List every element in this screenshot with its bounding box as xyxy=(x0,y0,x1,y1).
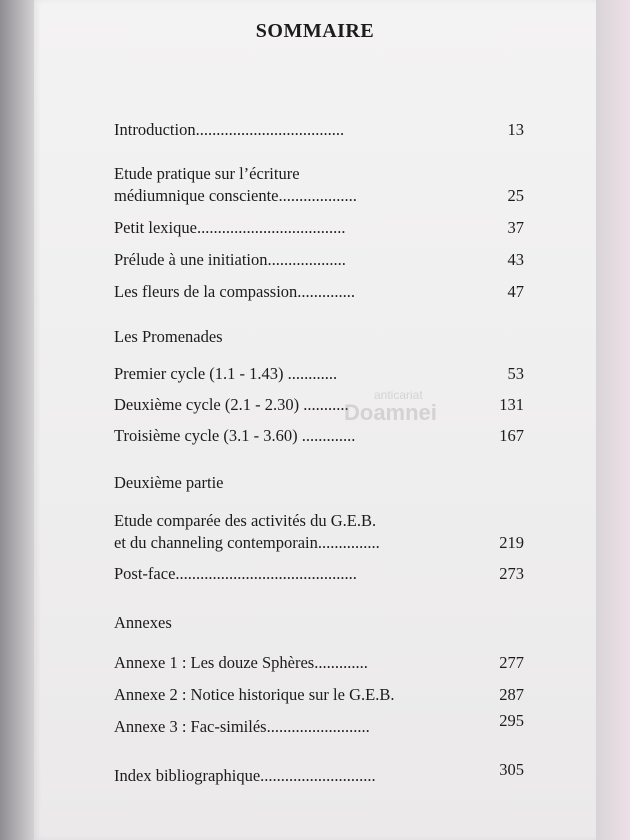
background-left xyxy=(0,0,34,840)
toc-entry-text: Prélude à une initiation................... xyxy=(114,250,346,269)
watermark-line1: anticariat xyxy=(374,388,423,402)
toc-entry-petit-lexique xyxy=(114,217,524,239)
toc-entry-page: 219 xyxy=(499,533,524,552)
toc-entry-page: 287 xyxy=(499,685,524,704)
book-page xyxy=(34,0,596,840)
toc-entry-text: Annexe 1 : Les douze Sphères............. xyxy=(114,653,368,672)
toc-entry-annexe-3 xyxy=(114,711,524,738)
toc-entry-page: 277 xyxy=(499,653,524,672)
toc-entry-text: Index bibliographique............................ xyxy=(114,766,376,785)
toc-entry-text: Annexe 3 : Fac-similés......................... xyxy=(114,717,370,736)
section-heading-promenades: Les Promenades xyxy=(114,327,223,346)
toc-entry-page: 131 xyxy=(499,395,524,414)
toc-entry-prelude xyxy=(114,249,524,271)
toc-entry-text: Introduction.................................... xyxy=(114,120,345,139)
toc-entry-page: 167 xyxy=(499,426,524,445)
toc-entry-index xyxy=(114,760,524,787)
section-heading-deuxieme-partie: Deuxième partie xyxy=(114,473,224,492)
toc-entry-page: 37 xyxy=(507,218,524,237)
toc-entry-text: Troisième cycle (3.1 - 3.60) ............. xyxy=(114,426,356,445)
toc-entry-fleurs xyxy=(114,281,524,303)
toc-entry-page: 43 xyxy=(507,250,524,269)
toc-entry-text: Petit lexique.................................... xyxy=(114,218,346,237)
toc-entry-page: 13 xyxy=(507,120,524,139)
toc-entry-text: et du channeling contemporain............... xyxy=(114,533,380,552)
background-right xyxy=(594,0,630,840)
toc-entry-page: 295 xyxy=(499,711,524,730)
toc-entry-text: Annexe 2 : Notice historique sur le G.E.B. xyxy=(114,685,395,704)
toc-entry-page: 273 xyxy=(499,564,524,583)
toc-entry-text-line1: Etude comparée des activités du G.E.B. xyxy=(114,511,377,530)
section-heading-annexes: Annexes xyxy=(114,613,172,632)
toc-entry-text-line1: Etude pratique sur l’écriture xyxy=(114,164,300,183)
toc-entry-etude-comparee xyxy=(114,510,524,554)
toc-entry-text: Les fleurs de la compassion.............. xyxy=(114,282,356,301)
toc-entry-premier-cycle xyxy=(114,363,524,385)
toc-entry-text: médiumnique consciente................... xyxy=(114,186,357,205)
toc-entry-deuxieme-cycle xyxy=(114,394,524,416)
toc-entry-annexe-1 xyxy=(114,652,524,674)
toc-entry-text: Post-face............................................ xyxy=(114,564,357,583)
toc-entry-post-face xyxy=(114,563,524,585)
toc-entry-annexe-2 xyxy=(114,684,524,706)
page-title: SOMMAIRE xyxy=(255,20,375,42)
toc-entry-page: 47 xyxy=(507,282,524,301)
toc-entry-page: 53 xyxy=(507,364,524,383)
toc-entry-troisieme-cycle xyxy=(114,425,524,447)
toc-entry-etude-pratique xyxy=(114,163,524,207)
watermark-line2: Doamnei xyxy=(344,400,437,425)
toc-entry-introduction xyxy=(114,119,524,141)
toc-entry-page: 25 xyxy=(507,186,524,205)
toc-entry-text: Premier cycle (1.1 - 1.43) ............ xyxy=(114,364,338,383)
toc-entry-text: Deuxième cycle (2.1 - 2.30) ........... xyxy=(114,395,349,414)
toc-entry-page: 305 xyxy=(499,760,524,779)
